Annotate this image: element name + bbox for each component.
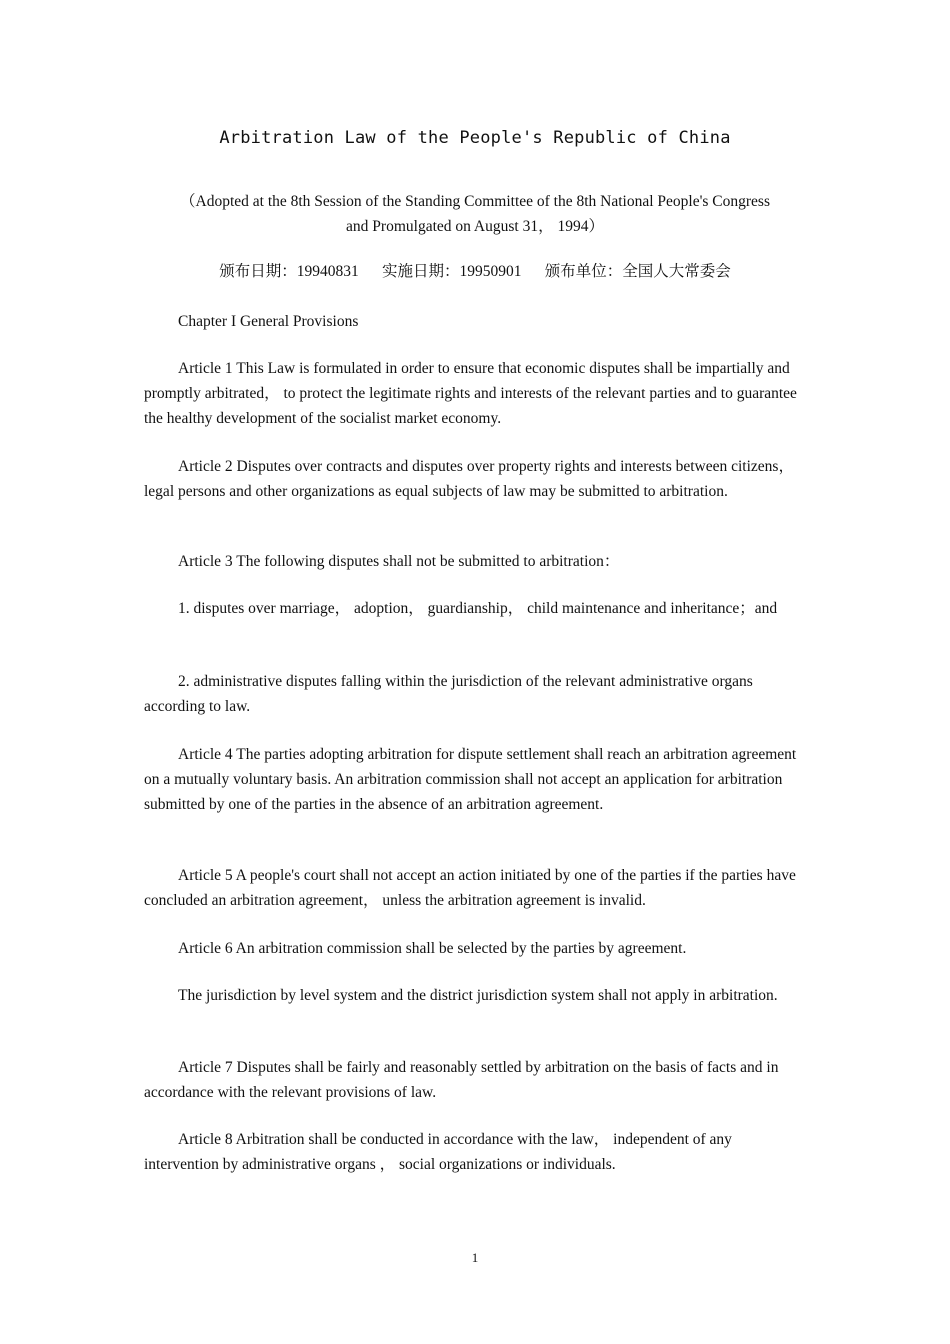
article-7-paragraph: Article 7 Disputes shall be fairly and reasonably settled by arbitration on the basis of facts and in accordance with the relevant provisions of law. — [144, 1059, 779, 1101]
article-1-paragraph: Article 1 This Law is formulated in order to ensure that economic disputes shall be impartially and promptly arbitrated， to protect the legitimate rights and interests of the relevant parties and to guarantee the healthy development of the socialist market economy. — [144, 360, 797, 427]
article-6-jurisdiction-paragraph: The jurisdiction by level system and the district jurisdiction system shall not apply in arbitration. — [178, 987, 778, 1004]
chapter-heading: Chapter I General Provisions — [178, 313, 359, 330]
article-3-item-1: 1. disputes over marriage， adoption， guardianship， child maintenance and inheritance；and — [178, 600, 778, 617]
article-4-paragraph: Article 4 The parties adopting arbitration for dispute settlement shall reach an arbitration agreement on a mutually voluntary basis. An arbitration commission shall not accept an application for arbitration submitted by one of the parties in the absence of an arbitration agreement. — [144, 746, 797, 813]
article-3-item-2: 2. administrative disputes falling within the jurisdiction of the relevant administrative organs according to law. — [144, 673, 753, 715]
article-3-paragraph: Article 3 The following disputes shall not be submitted to arbitration： — [178, 553, 620, 570]
adoption-note-line-1: （Adopted at the 8th Session of the Standing Committee of the 8th National People's Congress — [180, 193, 770, 210]
article-5-paragraph: Article 5 A people's court shall not accept an action initiated by one of the parties if the parties have concluded an arbitration agreement， unless the arbitration agreement is invalid. — [144, 867, 796, 909]
promulgation-metadata: 颁布日期：19940831 实施日期：19950901 颁布单位：全国人大常委会 — [219, 263, 731, 280]
adoption-note-line-2: and Promulgated on August 31， 1994） — [346, 218, 604, 235]
page-number: 1 — [471, 1250, 479, 1265]
article-8-paragraph: Article 8 Arbitration shall be conducted in accordance with the law， independent of any intervention by administrative organs ， social organizations or individuals. — [144, 1131, 732, 1173]
document-title: Arbitration Law of the People's Republic of China — [219, 128, 731, 148]
article-2-paragraph: Article 2 Disputes over contracts and disputes over property rights and interests between citizens， legal persons and other organizations as equal subjects of law may be submitted to arbitration. — [144, 458, 794, 500]
adoption-note — [140, 189, 810, 239]
article-6-paragraph: Article 6 An arbitration commission shall be selected by the parties by agreement. — [178, 940, 687, 957]
